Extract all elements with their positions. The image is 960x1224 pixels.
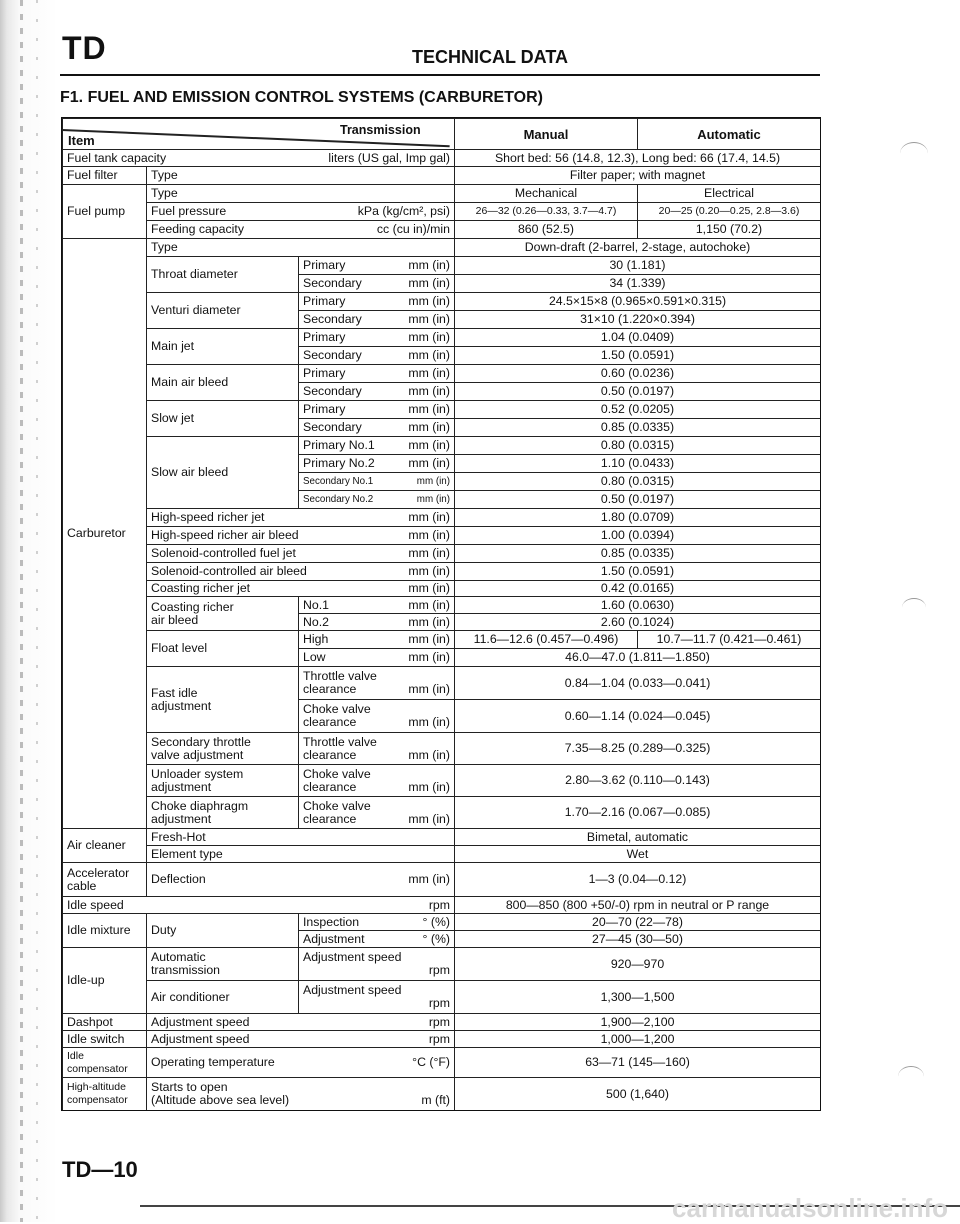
coast-jet-row [146,580,454,596]
scan-mark [900,142,928,165]
fast-idle-throttle-line2 [303,683,450,696]
page-title: TECHNICAL DATA [412,47,568,67]
slow-air-bleed-label: Slow air bleed [146,436,298,508]
slow-air-p2-value: 1.10 (0.0433) [454,454,820,472]
fast-idle-throttle-sub [298,666,454,699]
idle-up-ac-sub-line1: Adjustment speed [303,983,402,997]
slow-air-p1-label: Primary No.1 [303,438,375,452]
slow-air-p1-value: 0.80 (0.0315) [454,436,820,454]
fast-idle-choke-clearance: clearance [303,715,357,729]
throat-primary-unit: mm (in) [408,258,450,272]
main-jet-secondary-unit: mm (in) [408,348,450,362]
sec-throttle-label-line2: valve adjustment [151,747,244,762]
idle-up-at-label [146,947,298,980]
coast-jet-label: Coasting richer jet [151,581,251,595]
choke-diaphragm-label-line2: adjustment [151,811,212,826]
slow-air-s1-unit: mm (in) [416,476,450,487]
fast-idle-throttle-clearance: clearance [303,682,357,696]
idle-up-label: Idle-up [62,947,146,1013]
fuel-tank-label: Fuel tank capacity [62,149,282,166]
idle-up-at-sub-line1: Adjustment speed [303,950,402,964]
main-jet-primary-unit: mm (in) [408,330,450,344]
air-cleaner-element-label: Element type [146,845,454,862]
coast-air-no1-unit: mm (in) [408,597,450,612]
accel-deflection-value: 1—3 (0.04—0.12) [454,862,820,896]
sec-throttle-sub-line2 [303,749,450,762]
idle-switch-value: 1,000—1,200 [454,1030,820,1047]
fuel-pump-type-label: Type [146,184,454,202]
coast-air-label-line2: air bleed [151,612,199,627]
unloader-label [146,764,298,796]
idle-switch-item: Adjustment speed [151,1031,250,1046]
hs-richer-air-row [146,526,454,544]
dashpot-unit: rpm [428,1014,450,1029]
venturi-secondary-row [298,310,454,328]
coast-air-no1-value: 1.60 (0.0630) [454,596,820,613]
sol-fuel-jet-label: Solenoid-controlled fuel jet [151,546,296,560]
hs-richer-air-unit: mm (in) [408,528,450,542]
coast-air-no1-row [298,596,454,613]
section-title: F1. FUEL AND EMISSION CONTROL SYSTEMS (CARBURETOR) [60,89,543,106]
venturi-diameter-label: Venturi diameter [146,292,298,328]
float-low-label: Low [303,650,326,664]
slow-air-p2-unit: mm (in) [408,456,450,470]
idle-mixture-label: Idle mixture [62,913,146,947]
idle-up-at-line1: Automatic [151,950,206,964]
dashpot-row [146,1013,454,1030]
scan-mark [902,598,926,617]
float-high-row [298,630,454,648]
watermark: carmanualsonline.info [672,1193,948,1223]
fast-idle-choke-value: 0.60—1.14 (0.024—0.045) [454,699,820,732]
hs-richer-jet-unit: mm (in) [408,510,450,524]
throat-secondary-label: Secondary [303,276,362,290]
slow-air-s1-row [298,472,454,490]
idle-up-ac-label: Air conditioner [146,980,298,1013]
fast-idle-choke-unit: mm (in) [408,715,450,729]
slow-air-s2-unit: mm (in) [416,494,450,505]
slow-air-p2-row [298,454,454,472]
idle-up-at-value: 920—970 [454,947,820,980]
high-alt-item-line2 [151,1094,450,1107]
idle-mixture-duty-label: Duty [146,913,298,947]
hs-richer-air-value: 1.00 (0.0394) [454,526,820,544]
air-cleaner-fresh-hot-value: Bimetal, automatic [454,828,820,845]
throat-secondary-unit: mm (in) [408,276,450,290]
slow-air-s1-value: 0.80 (0.0315) [454,472,820,490]
idle-speed-row [62,896,454,913]
sec-throttle-sub-line1: Throttle valve [303,734,377,749]
dashpot-label: Dashpot [62,1013,146,1030]
fast-idle-throttle-unit: mm (in) [408,682,450,696]
fast-idle-label-line2: adjustment [151,698,212,713]
high-alt-unit: m (ft) [421,1093,450,1107]
idle-comp-unit: °C (°F) [412,1055,450,1069]
high-alt-item2: (Altitude above sea level) [151,1093,290,1107]
sec-throttle-value: 7.35—8.25 (0.289—0.325) [454,732,820,764]
idle-up-ac-sub [298,980,454,1013]
high-alt-item-line1: Starts to open [151,1080,228,1094]
main-jet-primary-label: Primary [303,330,346,344]
main-jet-secondary-label: Secondary [303,348,362,362]
fuel-pressure-automatic: 20—25 (0.20—0.25, 2.8—3.6) [637,202,820,220]
slow-jet-primary-value: 0.52 (0.0205) [454,400,820,418]
main-air-bleed-primary-value: 0.60 (0.0236) [454,364,820,382]
idle-comp-label [62,1047,146,1077]
feeding-capacity-row [146,220,454,238]
main-air-bleed-primary-label: Primary [303,366,346,380]
idle-mixture-adj-label: Adjustment [303,931,365,946]
corner-transmission: Transmission [340,123,421,137]
choke-diaphragm-sub [298,796,454,828]
choke-diaphragm-value: 1.70—2.16 (0.067—0.085) [454,796,820,828]
fast-idle-label [146,666,298,732]
venturi-secondary-unit: mm (in) [408,312,450,326]
idle-up-at-sub [298,947,454,980]
coast-jet-unit: mm (in) [408,581,450,595]
high-alt-value: 500 (1,640) [454,1077,820,1110]
unloader-unit: mm (in) [408,779,450,794]
coast-air-bleed-label [146,596,298,630]
slow-jet-secondary-label: Secondary [303,420,362,434]
idle-switch-label: Idle switch [62,1030,146,1047]
unloader-label-line1: Unloader system [151,766,244,781]
sec-throttle-label-line1: Secondary throttle [151,734,251,749]
venturi-secondary-label: Secondary [303,312,362,326]
idle-comp-item: Operating temperature [151,1055,275,1069]
idle-speed-unit: rpm [428,897,450,912]
idle-mixture-adj-row [298,930,454,947]
section-code: TD [62,30,107,66]
idle-mixture-adj-unit: ° (%) [422,931,450,946]
slow-jet-secondary-unit: mm (in) [408,420,450,434]
coast-air-no1-label: No.1 [303,597,329,612]
main-jet-label: Main jet [146,328,298,364]
carb-type-value: Down-draft (2-barrel, 2-stage, autochoke) [454,238,820,256]
coast-air-no2-row [298,613,454,630]
carb-type-label: Type [146,238,454,256]
float-high-unit: mm (in) [408,632,450,646]
sec-throttle-label [146,732,298,764]
idle-comp-label-line1: Idle [67,1049,84,1062]
venturi-secondary-value: 31×10 (1.220×0.394) [454,310,820,328]
idle-speed-value: 800—850 (800 +50/-0) rpm in neutral or P range [454,896,820,913]
float-low-value: 46.0—47.0 (1.811—1.850) [454,648,820,666]
throat-primary-row [298,256,454,274]
main-air-bleed-secondary-row [298,382,454,400]
float-high-label: High [303,632,329,646]
air-cleaner-fresh-hot-label: Fresh-Hot [146,828,454,845]
idle-up-at-line2: transmission [151,963,221,977]
main-jet-primary-row [298,328,454,346]
fast-idle-choke-sub [298,699,454,732]
venturi-primary-row [298,292,454,310]
float-low-unit: mm (in) [408,650,450,664]
venturi-primary-unit: mm (in) [408,294,450,308]
header-manual: Manual [454,118,637,149]
feeding-capacity-manual: 860 (52.5) [454,220,637,238]
fast-idle-throttle-line1: Throttle valve [303,669,377,683]
main-jet-secondary-row [298,346,454,364]
header-automatic: Automatic [637,118,820,149]
fuel-pressure-label: Fuel pressure [151,204,227,218]
venturi-primary-label: Primary [303,294,346,308]
accel-deflection-row [146,862,454,896]
slow-air-p1-row [298,436,454,454]
venturi-primary-value: 24.5×15×8 (0.965×0.591×0.315) [454,292,820,310]
slow-jet-secondary-row [298,418,454,436]
unloader-sub-line1: Choke valve [303,766,371,781]
main-air-bleed-secondary-unit: mm (in) [408,384,450,398]
air-cleaner-element-value: Wet [454,845,820,862]
idle-up-ac-unit: rpm [428,996,450,1010]
throat-secondary-row [298,274,454,292]
fuel-pump-label: Fuel pump [62,184,146,238]
main-air-bleed-primary-unit: mm (in) [408,366,450,380]
idle-comp-value: 63—71 (145—160) [454,1047,820,1077]
main-air-bleed-secondary-label: Secondary [303,384,362,398]
idle-mixture-insp-label: Inspection [303,914,360,929]
idle-up-ac-value: 1,300—1,500 [454,980,820,1013]
unloader-sub-line2 [303,781,450,794]
coast-air-no2-label: No.2 [303,614,329,629]
feeding-capacity-unit: cc (cu in)/min [376,222,450,236]
sec-throttle-sub [298,732,454,764]
carburetor-label: Carburetor [62,238,146,828]
sol-fuel-jet-unit: mm (in) [408,546,450,560]
idle-switch-unit: rpm [428,1031,450,1046]
main-air-bleed-primary-row [298,364,454,382]
fuel-filter-value: Filter paper; with magnet [454,166,820,184]
dashpot-item: Adjustment speed [151,1014,250,1029]
slow-jet-primary-label: Primary [303,402,346,416]
slow-air-s2-value: 0.50 (0.0197) [454,490,820,508]
fuel-pump-type-manual: Mechanical [454,184,637,202]
slow-air-p1-unit: mm (in) [408,438,450,452]
accel-deflection-label: Deflection [151,872,206,886]
float-high-manual: 11.6—12.6 (0.457—0.496) [454,630,637,648]
slow-air-p2-label: Primary No.2 [303,456,375,470]
accel-deflection-unit: mm (in) [408,872,450,886]
hs-richer-jet-label: High-speed richer jet [151,510,265,524]
high-alt-row [146,1077,454,1110]
high-alt-label-line2: compensator [67,1094,128,1106]
high-alt-label-line1: High-altitude [67,1081,126,1093]
fast-idle-label-line1: Fast idle [151,685,198,700]
coast-air-no2-unit: mm (in) [408,614,450,629]
throat-secondary-value: 34 (1.339) [454,274,820,292]
feeding-capacity-automatic: 1,150 (70.2) [637,220,820,238]
hs-richer-jet-value: 1.80 (0.0709) [454,508,820,526]
idle-mixture-insp-unit: ° (%) [422,914,450,929]
choke-diaphragm-clearance: clearance [303,811,357,826]
idle-up-at-unit: rpm [428,963,450,977]
sec-throttle-unit: mm (in) [408,747,450,762]
accel-cable-label-line1: Accelerator [67,865,130,880]
fuel-tank-value: Short bed: 56 (14.8, 12.3), Long bed: 66 (17.4, 14.5) [454,149,820,166]
idle-mixture-adj-value: 27—45 (30—50) [454,930,820,947]
sol-fuel-jet-value: 0.85 (0.0335) [454,544,820,562]
sol-air-bleed-row [146,562,454,580]
float-high-automatic: 10.7—11.7 (0.421—0.461) [637,630,820,648]
feeding-capacity-label: Feeding capacity [151,222,244,236]
main-air-bleed-label: Main air bleed [146,364,298,400]
dashpot-value: 1,900—2,100 [454,1013,820,1030]
accel-cable-label [62,862,146,896]
coast-air-label-line1: Coasting richer [151,599,234,614]
choke-diaphragm-label [146,796,298,828]
corner-item: Item [68,133,95,148]
choke-diaphragm-sub-line1: Choke valve [303,798,371,813]
coast-jet-value: 0.42 (0.0165) [454,580,820,596]
idle-speed-label: Idle speed [67,897,124,912]
fuel-tank-unit: liters (US gal, Imp gal) [282,149,454,166]
throat-primary-value: 30 (1.181) [454,256,820,274]
sol-air-bleed-unit: mm (in) [408,564,450,578]
float-low-row [298,648,454,666]
slow-jet-primary-unit: mm (in) [408,402,450,416]
unloader-label-line2: adjustment [151,779,212,794]
sol-air-bleed-value: 1.50 (0.0591) [454,562,820,580]
fuel-pressure-row [146,202,454,220]
choke-diaphragm-unit: mm (in) [408,811,450,826]
sol-fuel-jet-row [146,544,454,562]
slow-air-s1-label: Secondary No.1 [303,476,374,487]
sec-throttle-clearance: clearance [303,747,357,762]
unloader-sub [298,764,454,796]
slow-air-s2-row [298,490,454,508]
choke-diaphragm-sub-line2 [303,813,450,826]
slow-jet-label: Slow jet [146,400,298,436]
hs-richer-air-label: High-speed richer air bleed [151,528,299,542]
accel-cable-label-line2: cable [67,878,97,893]
main-jet-primary-value: 1.04 (0.0409) [454,328,820,346]
choke-diaphragm-label-line1: Choke diaphragm [151,798,249,813]
fuel-filter-label: Fuel filter [62,166,146,184]
slow-jet-secondary-value: 0.85 (0.0335) [454,418,820,436]
throat-diameter-label: Throat diameter [146,256,298,292]
slow-jet-primary-row [298,400,454,418]
unloader-clearance: clearance [303,779,357,794]
coast-air-no2-value: 2.60 (0.1024) [454,613,820,630]
fuel-filter-type-label: Type [146,166,454,184]
hs-richer-jet-row [146,508,454,526]
main-jet-secondary-value: 1.50 (0.0591) [454,346,820,364]
scan-mark [898,1066,924,1087]
idle-comp-label-line2: compensator [67,1062,128,1075]
idle-comp-row [146,1047,454,1077]
idle-switch-row [146,1030,454,1047]
idle-mixture-insp-value: 20—70 (22—78) [454,913,820,930]
fuel-pressure-unit: kPa (kg/cm², psi) [357,204,450,218]
fast-idle-choke-line2 [303,716,450,729]
throat-primary-label: Primary [303,258,346,272]
float-level-label: Float level [146,630,298,666]
fast-idle-throttle-value: 0.84—1.04 (0.033—0.041) [454,666,820,699]
slow-air-s2-label: Secondary No.2 [303,494,374,505]
air-cleaner-label: Air cleaner [62,828,146,862]
unloader-value: 2.80—3.62 (0.110—0.143) [454,764,820,796]
sol-air-bleed-label: Solenoid-controlled air bleed [151,564,307,578]
main-air-bleed-secondary-value: 0.50 (0.0197) [454,382,820,400]
page-number: TD—10 [62,1157,138,1182]
fuel-pump-type-automatic: Electrical [637,184,820,202]
fuel-pressure-manual: 26—32 (0.26—0.33, 3.7—4.7) [454,202,637,220]
fast-idle-choke-line1: Choke valve [303,702,371,716]
high-alt-label [62,1077,146,1110]
idle-mixture-insp-row [298,913,454,930]
